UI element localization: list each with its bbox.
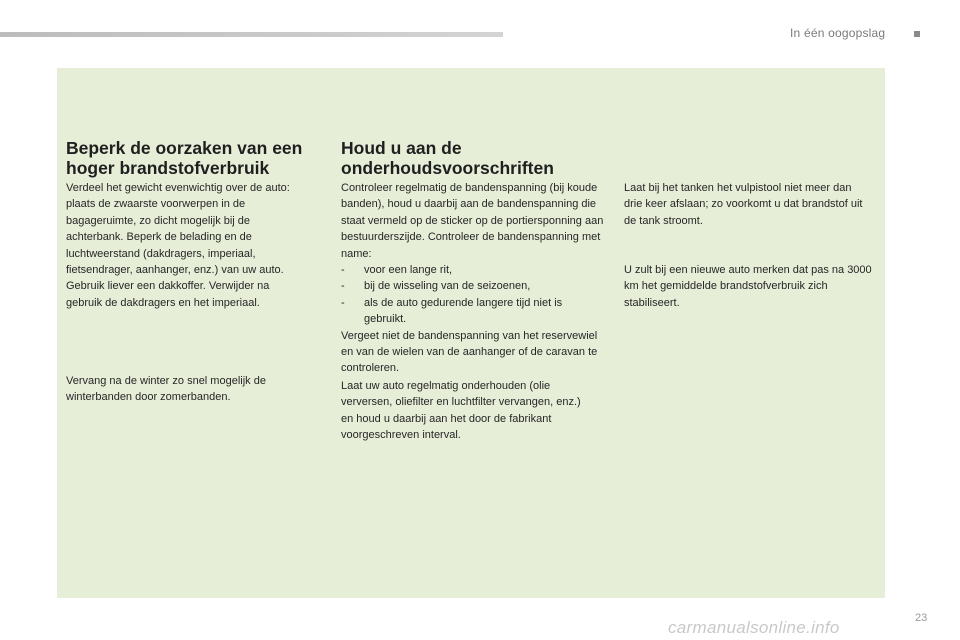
- header-rule: [0, 32, 503, 37]
- paragraph-new-car-consumption: U zult bij een nieuwe auto merken dat pas na 3000 km het gemiddelde brandstofverbruik zich stabiliseert.: [624, 264, 872, 309]
- square-marker-icon: [914, 31, 920, 37]
- paragraph-spare-wheel: Vergeet niet de bandenspanning van het reservewiel en van de wielen van de aanhanger of de caravan te controleren.: [341, 329, 598, 375]
- tyre-pressure-list: [341, 262, 606, 328]
- watermark: carmanualsonline.info: [668, 618, 840, 637]
- heading-maintenance: Houd u aan de onderhoudsvoorschriften: [341, 138, 554, 178]
- page-number: 23: [915, 612, 928, 624]
- heading-fuel-consumption: Beperk de oorzaken van een hoger brandstofverbruik: [66, 138, 303, 178]
- paragraph-refuelling: Laat bij het tanken het vulpistool niet meer dan drie keer afslaan; zo voorkomt u dat brandstof uit de tank stroomt.: [624, 182, 863, 227]
- tyre-pressure-block: [341, 180, 606, 377]
- section-title: In één oogopslag: [790, 26, 886, 40]
- paragraph-weight-distribution: Verdeel het gewicht evenwichtig over de auto: plaats de zwaarste voorwerpen in de bagageruimte, zo dicht mogelijk bij de achterbank. Beperk de belading en de luchtweerstand (dakdragers, imperiaal, fietsendrager, aanhanger, enz.) van uw auto. Gebruik liever een dakkoffer. Verwijder na gebruik de dakdragers en het imperiaal.: [66, 182, 290, 309]
- paragraph-servicing: Laat uw auto regelmatig onderhouden (olie verversen, oliefilter en luchtfilter vervangen, enz.) en houd u daarbij aan het door de fabrikant voorgeschreven interval.: [341, 380, 581, 442]
- list-item: - bij de wisseling van de seizoenen,: [341, 280, 531, 293]
- paragraph-winter-tyres: Vervang na de winter zo snel mogelijk de winterbanden door zomerbanden.: [66, 375, 266, 404]
- paragraph-tyre-pressure-intro: Controleer regelmatig de bandenspanning (bij koude banden), houd u daarbij aan de bandenspanning die staat vermeld op de sticker op de portiersponning aan bestuurderszijde. Controleer de bandenspanning met name:: [341, 182, 604, 260]
- list-item: - voor een lange rit,: [341, 264, 453, 277]
- list-item: - als de auto gedurende langere tijd niet is gebruikt.: [341, 296, 563, 326]
